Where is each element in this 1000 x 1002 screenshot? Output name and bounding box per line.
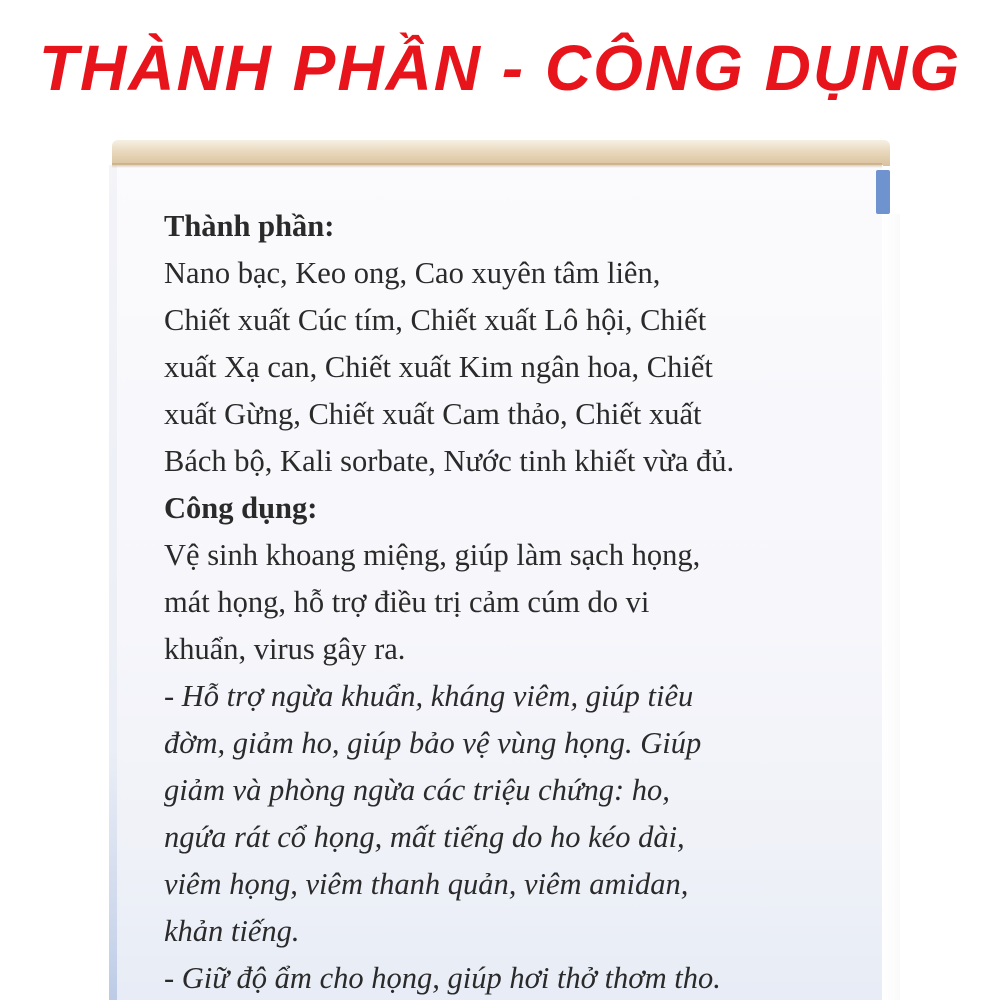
ingredients-line: Bách bộ, Kali sorbate, Nước tinh khiết vừa đủ.: [164, 444, 735, 478]
ingredients-line: Nano bạc, Keo ong, Cao xuyên tâm liên,: [164, 256, 661, 290]
box-top-shadow: [112, 163, 882, 168]
ingredients-line: Chiết xuất Cúc tím, Chiết xuất Lô hội, Chiết: [164, 303, 707, 337]
ingredients-line: xuất Gừng, Chiết xuất Cam thảo, Chiết xuất: [164, 397, 702, 431]
uses-line: khuẩn, virus gây ra.: [164, 632, 406, 666]
uses-bullet-line: giảm và phòng ngừa các triệu chứng: ho,: [164, 773, 670, 807]
label-text: [164, 203, 844, 1002]
uses-bullet-line: - Giữ độ ẩm cho họng, giúp hơi thở thơm tho.: [164, 961, 721, 995]
uses-bullet-line: viêm họng, viêm thanh quản, viêm amidan,: [164, 867, 689, 901]
box-right-edge: [882, 214, 900, 1000]
banner-title: THÀNH PHẦN - CÔNG DỤNG: [38, 31, 962, 104]
uses-bullet-line: khản tiếng.: [164, 914, 300, 948]
uses-bullet-line: đờm, giảm ho, giúp bảo vệ vùng họng. Giúp: [164, 726, 702, 760]
uses-bullet-line: - Hỗ trợ ngừa khuẩn, kháng viêm, giúp tiêu: [164, 679, 694, 713]
uses-heading: Công dụng:: [164, 491, 318, 525]
ingredients-line: xuất Xạ can, Chiết xuất Kim ngân hoa, Chiết: [164, 350, 713, 384]
uses-line: mát họng, hỗ trợ điều trị cảm cúm do vi: [164, 585, 650, 619]
box-side-accent: [876, 170, 890, 214]
ingredients-heading: Thành phần:: [164, 209, 335, 243]
uses-line: Vệ sinh khoang miệng, giúp làm sạch họng,: [164, 538, 701, 572]
banner: [0, 0, 1000, 135]
uses-bullet-line: ngứa rát cổ họng, mất tiếng do ho kéo dài,: [164, 820, 685, 854]
